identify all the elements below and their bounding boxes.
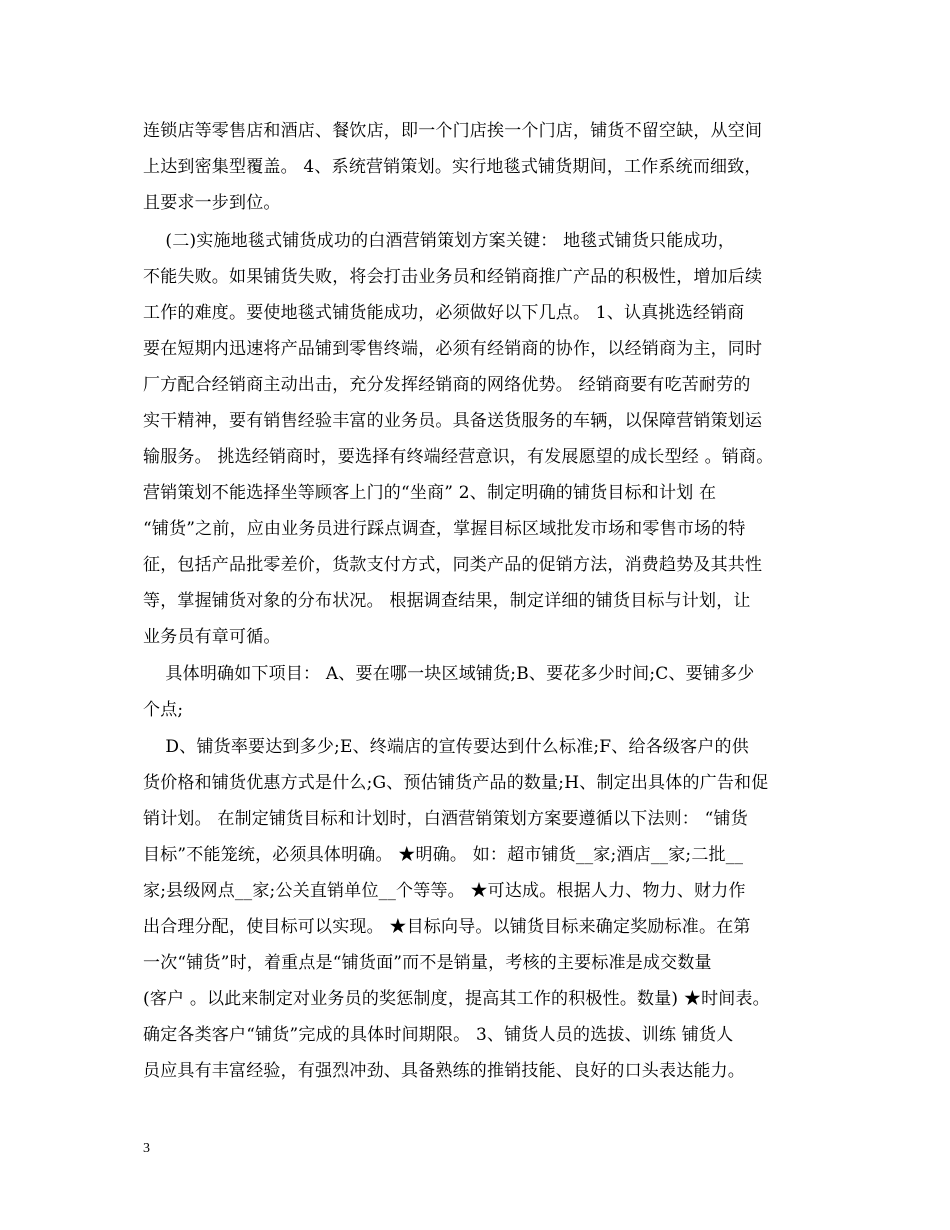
text-line: 等，掌握铺货对象的分布状况。 根据调查结果，制定详细的铺货目标与计划，让: [143, 591, 751, 611]
text-line: 确定各类客户“铺货”完成的具体时间期限。 3、铺货人员的选拔、训练 铺货人: [143, 1025, 734, 1045]
text-line: (二)实施地毯式铺货成功的白酒营销策划方案关键： 地毯式铺货只能成功，: [143, 231, 736, 251]
text-line: 货价格和铺货优惠方式是什么;G、预估铺货产品的数量;H、制定出具体的广告和促: [143, 773, 769, 793]
text-line: “铺货”之前，应由业务员进行踩点调查，掌握目标区域批发市场和零售市场的特: [143, 519, 746, 539]
text-line: 征，包括产品批零差价，货款支付方式，同类产品的促销方法，消费趋势及其共性: [143, 555, 763, 575]
text-line: 输服务。 挑选经销商时，要选择有终端经营意识，有发展愿望的成长型经 。销商。: [143, 447, 774, 467]
text-line: 营销策划不能选择坐等顾客上门的“坐商” 2、制定明确的铺货目标和计划 在: [143, 483, 717, 503]
text-line: 要在短期内迅速将产品铺到零售终端，必须有经销商的协作，以经销商为主，同时: [143, 339, 763, 359]
text-line: 工作的难度。要使地毯式铺货能成功，必须做好以下几点。 1、认真挑选经销商: [143, 303, 745, 323]
text-line: 具体明确如下项目： A、要在哪一块区域铺货;B、要花多少时间;C、要铺多少: [143, 664, 755, 684]
text-line: 上达到密集型覆盖。 4、系统营销策划。实行地毯式铺货期间，工作系统而细致，: [143, 157, 762, 177]
text-line: 且要求一步到位。: [143, 193, 281, 213]
text-line: 个点;: [143, 700, 184, 720]
text-line: 不能失败。如果铺货失败，将会打击业务员和经销商推广产品的积极性，增加后续: [143, 267, 763, 287]
text-line: 目标”不能笼统，必须具体明确。 ★明确。 如：超市铺货__家;酒店__家;二批__: [143, 845, 744, 865]
text-line: 出合理分配，使目标可以实现。 ★目标向导。以铺货目标来确定奖励标准。在第: [143, 917, 751, 937]
text-line: D、铺货率要达到多少;E、终端店的宣传要达到什么标准;F、给各级客户的供: [143, 737, 749, 757]
text-line: 销计划。 在制定铺货目标和计划时，白酒营销策划方案要遵循以下法则： “铺货: [143, 809, 748, 829]
text-line: 厂方配合经销商主动出击，充分发挥经销商的网络优势。 经销商要有吃苦耐劳的: [143, 375, 751, 395]
text-line: 连锁店等零售店和酒店、餐饮店，即一个门店挨一个门店，铺货不留空缺，从空间: [143, 121, 763, 141]
page-number: 3: [143, 1141, 150, 1156]
text-line: 业务员有章可循。: [143, 627, 281, 647]
text-line: 员应具有丰富经验，有强烈冲劲、具备熟练的推销技能、良好的口头表达能力。: [143, 1061, 745, 1081]
text-line: (客户 。以此来制定对业务员的奖惩制度，提高其工作的积极性。数量) ★时间表。: [143, 989, 770, 1009]
text-line: 家;县级网点__家;公关直销单位__个等等。 ★可达成。根据人力、物力、财力作: [143, 881, 746, 901]
text-line: 一次“铺货”时，着重点是“铺货面”而不是销量，考核的主要标准是成交数量: [143, 953, 712, 973]
text-line: 实干精神，要有销售经验丰富的业务员。具备送货服务的车辆，以保障营销策划运: [143, 411, 763, 431]
